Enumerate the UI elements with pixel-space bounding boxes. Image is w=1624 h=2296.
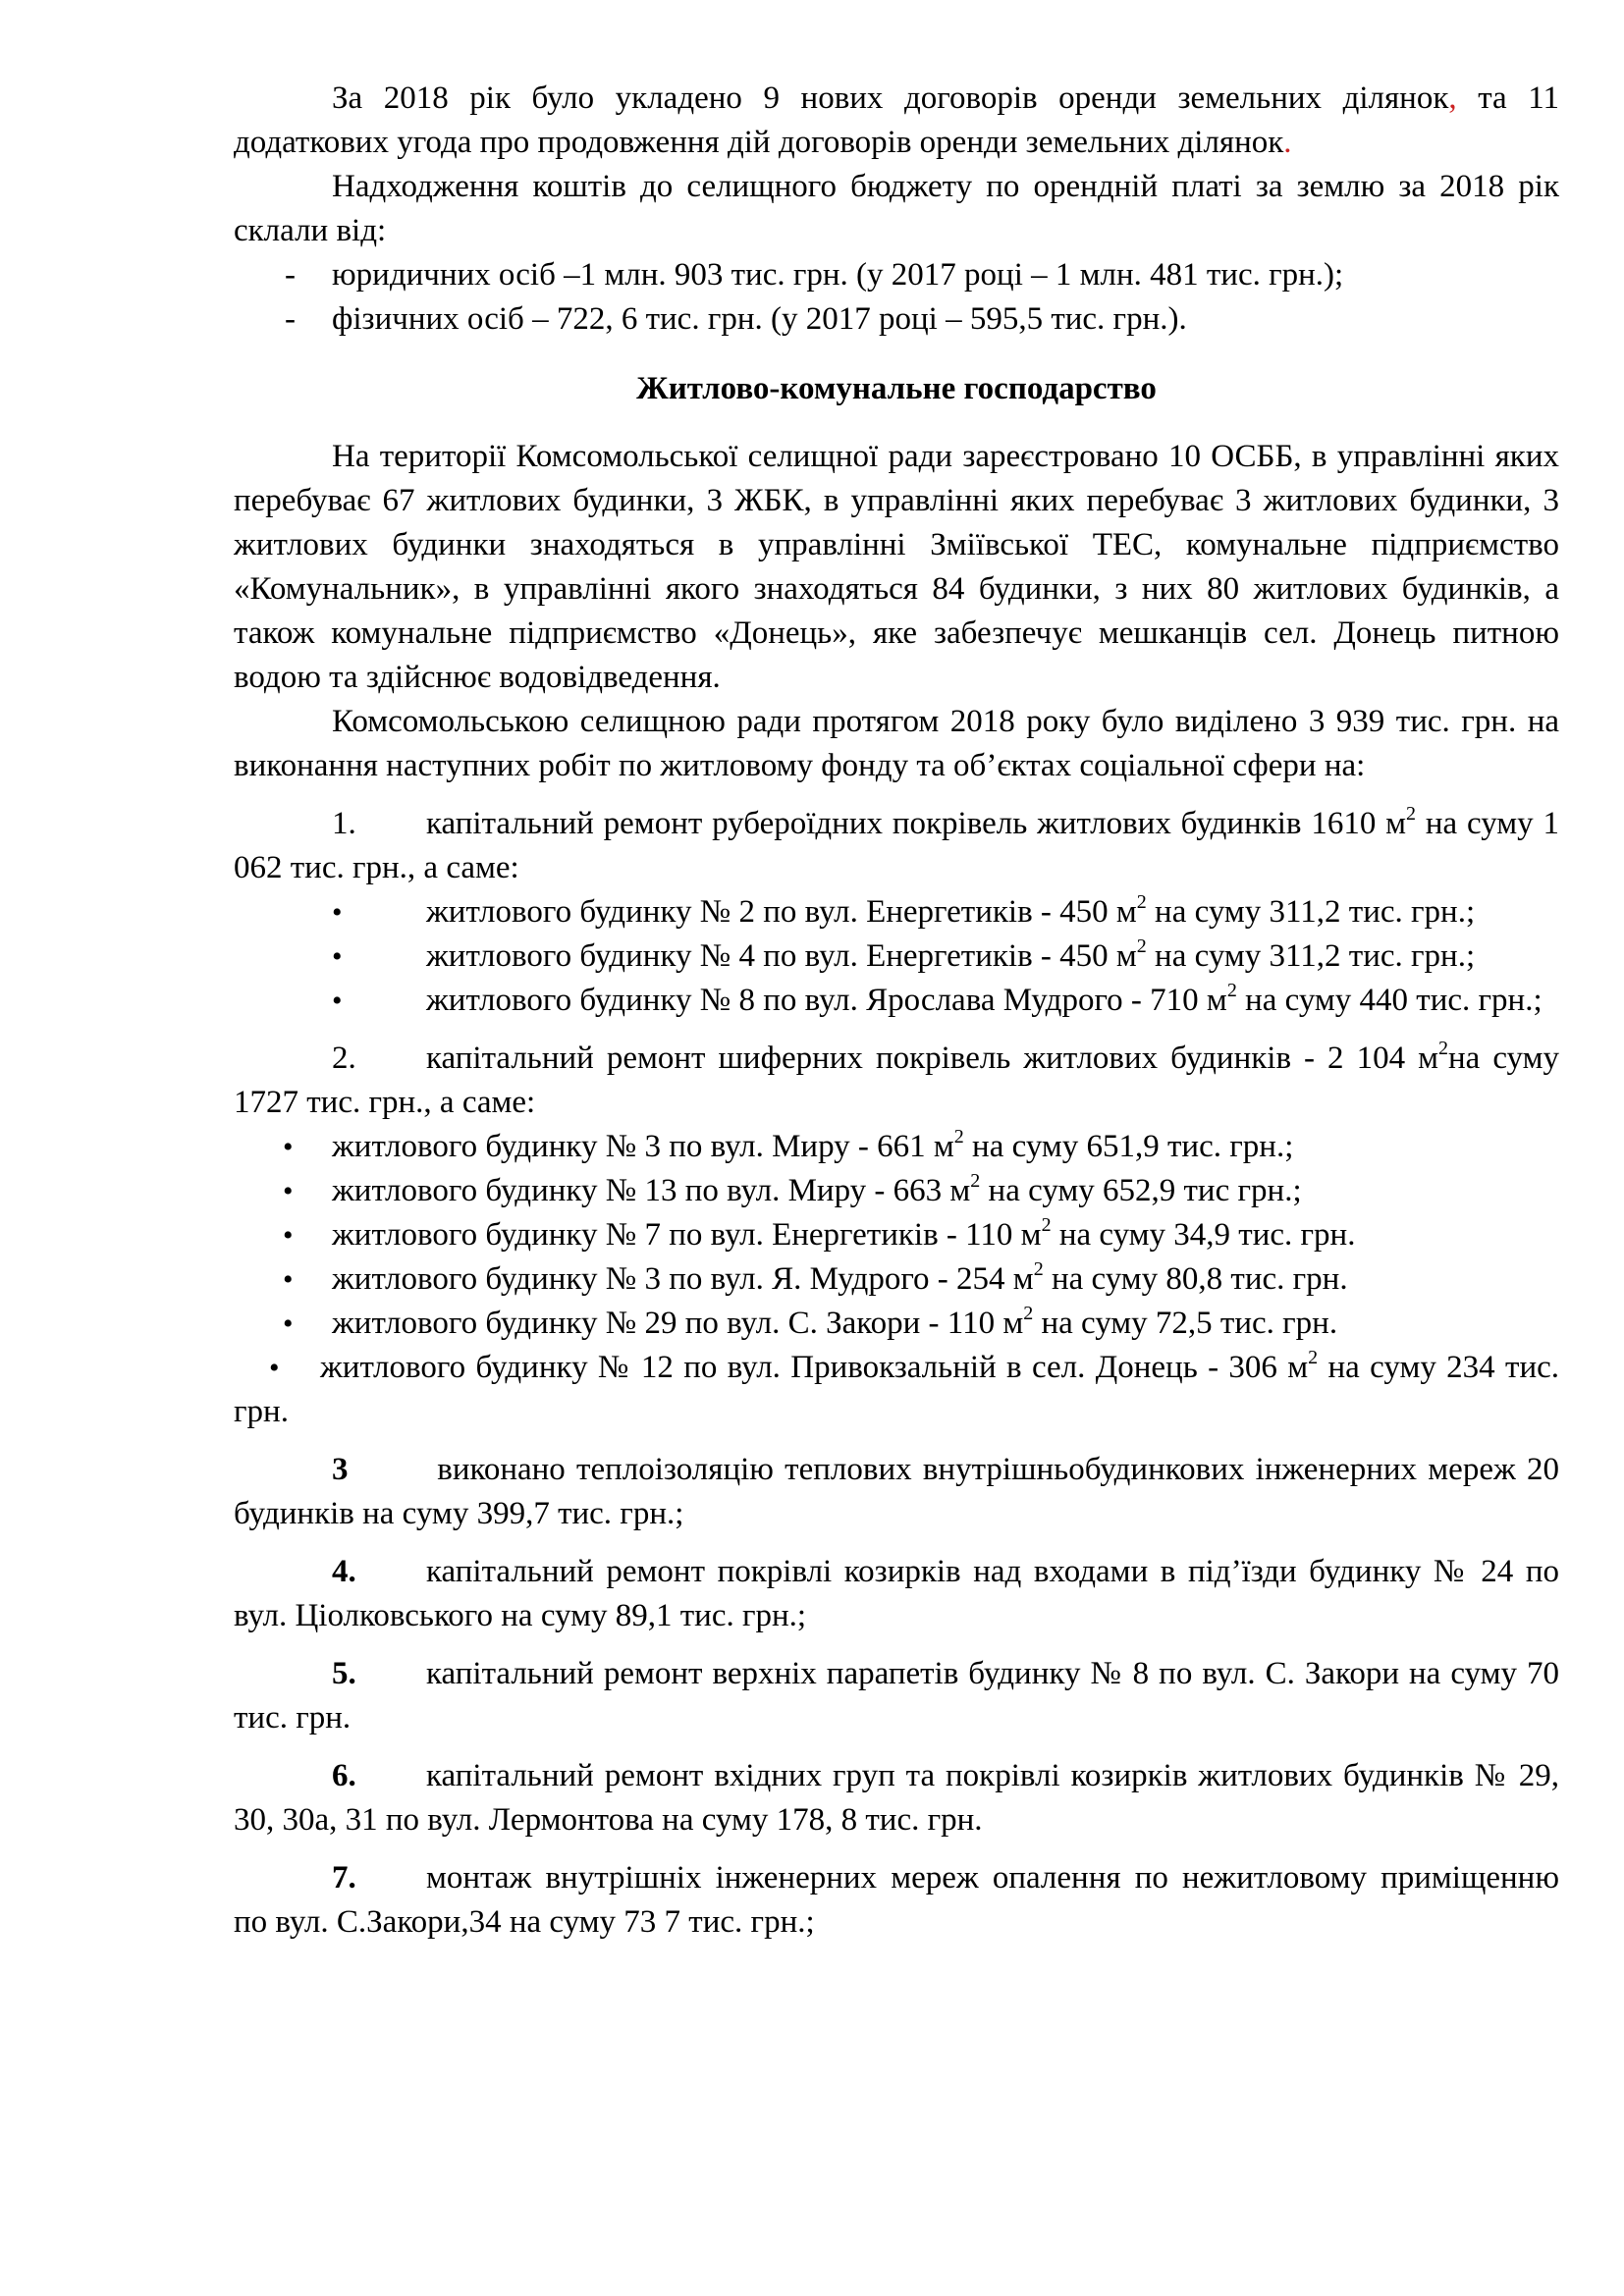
superscript: 2 — [1033, 1258, 1044, 1280]
bullet-text: житлового будинку № 8 по вул. Ярослава Мудрого - 710 м — [426, 983, 1227, 1018]
bullet-text-cont: на суму 652,9 тис грн.; — [980, 1173, 1302, 1208]
bullet-icon: • — [283, 1131, 294, 1163]
item-text: капітальний ремонт покрівлі козирків над входами в під’їзди будинку № 24 по вул. Ціолковського на суму 89,1 тис. грн.; — [234, 1554, 1559, 1633]
item-text: капітальний ремонт руберoїдних покрівель житлових будинків 1610 м — [426, 806, 1407, 841]
superscript: 2 — [1308, 1347, 1319, 1368]
superscript: 2 — [1041, 1214, 1052, 1236]
red-dot: . — [1283, 125, 1292, 160]
superscript: 2 — [970, 1170, 981, 1192]
bullet-text-cont: на суму 440 тис. грн.; — [1236, 983, 1543, 1018]
numbered-item-3 — [234, 1448, 1559, 1536]
numbered-item-7 — [234, 1856, 1559, 1945]
bullet-text: житлового будинку № 29 по вул. С. Закори - 110 м — [332, 1306, 1024, 1341]
bullet-item — [234, 1346, 1559, 1434]
item-number: 4. — [332, 1554, 356, 1589]
paragraph-leases — [234, 77, 1559, 165]
bullet-item — [234, 890, 1559, 934]
numbered-item-6 — [234, 1754, 1559, 1842]
bullet-text-cont: на суму 34,9 тис. грн. — [1051, 1217, 1356, 1253]
bullet-item — [234, 1302, 1559, 1346]
bullet-icon: • — [269, 1352, 280, 1384]
item-text: виконано теплоізоляцію теплових внутрішньобудинкових інженерних мереж 20 будинків на суму 399,7 тис. грн.; — [234, 1452, 1559, 1531]
item-number: 1. — [332, 806, 356, 841]
superscript: 2 — [1438, 1038, 1448, 1059]
item-number: 3 — [332, 1452, 349, 1487]
paragraph-funding: Комсомольською селищною ради протягом 2018 року було виділено 3 939 тис. грн. на виконання наступних робіт по житловому фонду та об’єктах соціальної сфери на: — [234, 704, 1559, 783]
bullet-text: житлового будинку № 3 по вул. Миру - 661 м — [332, 1129, 954, 1164]
bullet-item — [234, 979, 1559, 1023]
superscript: 2 — [1406, 803, 1417, 825]
bullet-icon: • — [332, 940, 343, 973]
leases-text-cont: та 11 додаткових угода про продовження дій договорів оренди земельних ділянок — [234, 80, 1560, 160]
bullet-icon: • — [283, 1263, 294, 1296]
dash-item-legal — [234, 253, 1559, 297]
dash-marker: - — [285, 301, 296, 337]
bullet-text-cont: на суму 311,2 тис. грн.; — [1146, 894, 1476, 930]
superscript: 2 — [1023, 1303, 1034, 1324]
bullet-icon: • — [283, 1308, 294, 1340]
item-text-cont: на суму 1 062 тис. грн., а саме: — [234, 806, 1559, 885]
item-text-cont: на суму 1727 тис. грн., а саме: — [234, 1041, 1559, 1120]
bullet-item — [234, 934, 1559, 979]
bullet-text-cont: на суму 311,2 тис. грн.; — [1146, 938, 1476, 974]
bullet-text-cont: на суму 72,5 тис. грн. — [1033, 1306, 1338, 1341]
item-text: капітальний ремонт шиферних покрівель житлових будинків - 2 104 м — [426, 1041, 1438, 1076]
paragraph-revenue: Надходження коштів до селищного бюджету по орендній платі за землю за 2018 рік склали від: — [234, 169, 1559, 248]
dash-marker: - — [285, 257, 296, 293]
item-text: капітальний ремонт верхніх парапетів будинку № 8 по вул. С. Закори на суму 70 тис. грн. — [234, 1656, 1559, 1735]
bullet-item — [234, 1213, 1559, 1257]
numbered-item-1 — [234, 802, 1559, 890]
bullet-icon: • — [283, 1219, 294, 1252]
paragraph-housing-overview: На території Комсомольської селищної ради зареєстровано 10 ОСББ, в управлінні яких перебуває 67 житлових будинки, 3 ЖБК, в управлінні яких перебуває 3 житлових будинки, 3 житлових будинки знаходяться в управлінні Зміївської ТЕС, комунальне підприємство «Комунальник», в управлінні якого знаходяться 84 будинки, з них 80 житлових будинків, а також комунальне підприємство «Донець», яке забезпечує мешканців сел. Донець питною водою та здійснює водовідведення. — [234, 439, 1559, 695]
item-number: 7. — [332, 1860, 356, 1896]
bullet-text: житлового будинку № 13 по вул. Миру - 663 м — [332, 1173, 971, 1208]
numbered-item-4 — [234, 1550, 1559, 1638]
item-text: капітальний ремонт вхідних груп та покрівлі козирків житлових будинків № 29, 30, 30а, 31 по вул. Лермонтова на суму 178, 8 тис. грн. — [234, 1758, 1559, 1838]
bullet-icon: • — [332, 985, 343, 1017]
bullet-item — [234, 1257, 1559, 1302]
superscript: 2 — [1226, 980, 1237, 1001]
dash-item-text: фізичних осіб – 722, 6 тис. грн. (у 2017 році – 595,5 тис. грн.). — [332, 301, 1187, 337]
bullet-text: житлового будинку № 2 по вул. Енергетиків - 450 м — [426, 894, 1137, 930]
numbered-item-2 — [234, 1037, 1559, 1125]
superscript: 2 — [953, 1126, 964, 1148]
bullet-item — [234, 1125, 1559, 1169]
bullet-text: житлового будинку № 3 по вул. Я. Мудрого - 254 м — [332, 1261, 1034, 1297]
bullet-icon: • — [283, 1175, 294, 1207]
superscript: 2 — [1136, 935, 1147, 957]
bullet-text-cont: на суму 651,9 тис. грн.; — [963, 1129, 1294, 1164]
bullet-text: житлового будинку № 12 по вул. Привокзальній в сел. Донець - 306 м — [320, 1350, 1309, 1385]
bullet-text-cont: на суму 80,8 тис. грн. — [1043, 1261, 1348, 1297]
item-number: 6. — [332, 1758, 356, 1793]
superscript: 2 — [1136, 891, 1147, 913]
dash-item-individual — [234, 297, 1559, 342]
bullet-text: житлового будинку № 7 по вул. Енергетиків - 110 м — [332, 1217, 1042, 1253]
bullet-item — [234, 1169, 1559, 1213]
item-number: 2. — [332, 1041, 356, 1076]
numbered-item-5 — [234, 1652, 1559, 1740]
item-text: монтаж внутрішніх інженерних мереж опалення по нежитловому приміщенню по вул. С.Закори,34 на суму 73 7 тис. грн.; — [234, 1860, 1559, 1940]
section-heading: Житлово-комунальне господарство — [636, 371, 1157, 406]
bullet-text: житлового будинку № 4 по вул. Енергетиків - 450 м — [426, 938, 1137, 974]
bullet-text-cont: на суму 234 тис. грн. — [234, 1350, 1559, 1429]
leases-text: За 2018 рік було укладено 9 нових договорів оренди земельних ділянок — [332, 80, 1449, 116]
item-number: 5. — [332, 1656, 356, 1691]
red-comma: , — [1448, 80, 1457, 116]
bullet-icon: • — [332, 896, 343, 929]
dash-item-text: юридичних осіб –1 млн. 903 тис. грн. (у 2017 році – 1 млн. 481 тис. грн.); — [332, 257, 1344, 293]
